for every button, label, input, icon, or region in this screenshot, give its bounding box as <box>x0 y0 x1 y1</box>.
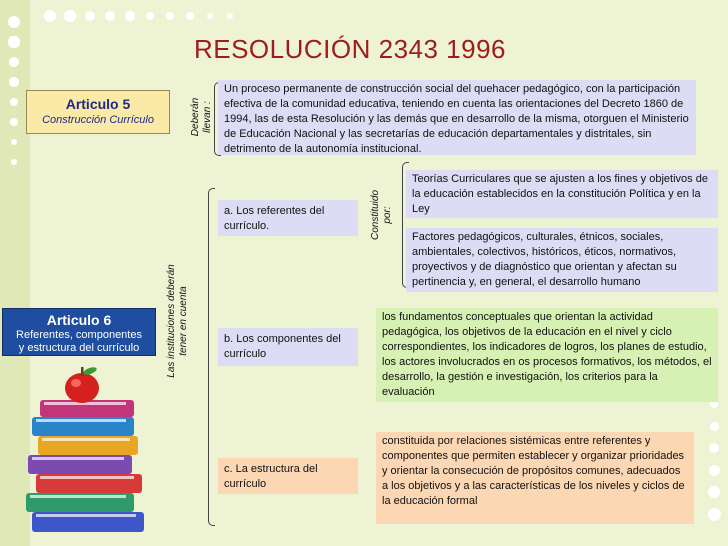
articulo5-definition: Un proceso permanente de construcción social del quehacer pedagógico, con la participación efectiva de la comunidad educativa, teniendo en cuenta las orientaciones del Decreto 1860 de 1994, las de esta Resolución y las demás que en desarrollo de la misma, otorguen el Ministerio de Educación Nacional y las secretarías de educación departamentales y distritales, sin detrimento de la autonomía institucional. <box>218 80 696 155</box>
page-title: RESOLUCIÓN 2343 1996 <box>193 34 507 64</box>
decorative-dot <box>44 10 56 22</box>
decorative-dot <box>166 12 174 20</box>
decorative-dot <box>10 118 18 126</box>
decorative-dot <box>8 16 20 28</box>
estructura-label: c. La estructura del currículo <box>218 458 358 494</box>
bracket-articulo6 <box>208 188 215 526</box>
decorative-dot <box>105 11 115 21</box>
decorative-dot <box>64 10 75 21</box>
articulo6-title: Articulo 6 <box>46 312 112 328</box>
instituciones-label: Las instituciones deberán tener en cuenta <box>166 264 189 378</box>
componentes-label: b. Los componentes del currículo <box>218 328 358 366</box>
decorative-dot <box>709 443 719 453</box>
articulo6-box <box>2 308 156 356</box>
books-apple-illustration <box>20 362 170 542</box>
estructura-text: constituida por relaciones sistémicas entre referentes y componentes que permiten establecer y organizar prioridades y orientar la consecución de propósitos comunes, adecuados a los objetivos y a las características de los niveles y ciclos de la educación formal <box>376 432 694 524</box>
decorative-dot <box>9 77 18 86</box>
articulo5-box <box>26 90 170 134</box>
componentes-text: los fundamentos conceptuales que orientan la actividad pedagógica, los objetivos de la educación en el nivel y ciclo correspondientes, los indicadores de logros, los planes de estudio, los actores involucrados en os procesos formativos, los métodos, el desarrollo, la gestión e investigación, los criterios para la evaluación <box>376 308 718 402</box>
deberan-llevan-label: Deberán llevan : <box>190 97 213 137</box>
decorative-dot <box>11 159 17 165</box>
decorative-dot <box>709 465 720 476</box>
articulo5-title: Articulo 5 <box>65 96 131 112</box>
decorative-dot <box>8 36 19 47</box>
referentes-label: a. Los referentes del currículo. <box>218 200 358 236</box>
decorative-dot <box>186 12 193 19</box>
decorative-dot <box>85 11 96 22</box>
decorative-dot <box>708 508 721 521</box>
articulo6-subtitle-line2: y estructura del currículo <box>18 342 140 354</box>
articulo5-subtitle: Construcción Currículo <box>42 114 154 126</box>
articulo6-subtitle-line1: Referentes, componentes <box>16 329 142 341</box>
decorative-dot <box>207 13 213 19</box>
decorative-dot <box>227 13 233 19</box>
decorative-dot <box>125 11 134 20</box>
referentes-item-teorias: Teorías Curriculares que se ajusten a los fines y objetivos de la educación establecidos en la constitución Política y en la Ley <box>406 170 718 218</box>
decorative-dot <box>146 12 155 21</box>
referentes-item-factores: Factores pedagógicos, culturales, étnicos, sociales, ambientales, colectivos, históricos, éticos, normativos, proyectivos y de diagnóstico que orientan y afectan su pertinencia y, en general, el desarrollo humano <box>406 228 718 292</box>
decorative-dot <box>708 486 720 498</box>
constituido-label: Constituido por: <box>370 189 393 241</box>
decorative-dot <box>710 422 719 431</box>
